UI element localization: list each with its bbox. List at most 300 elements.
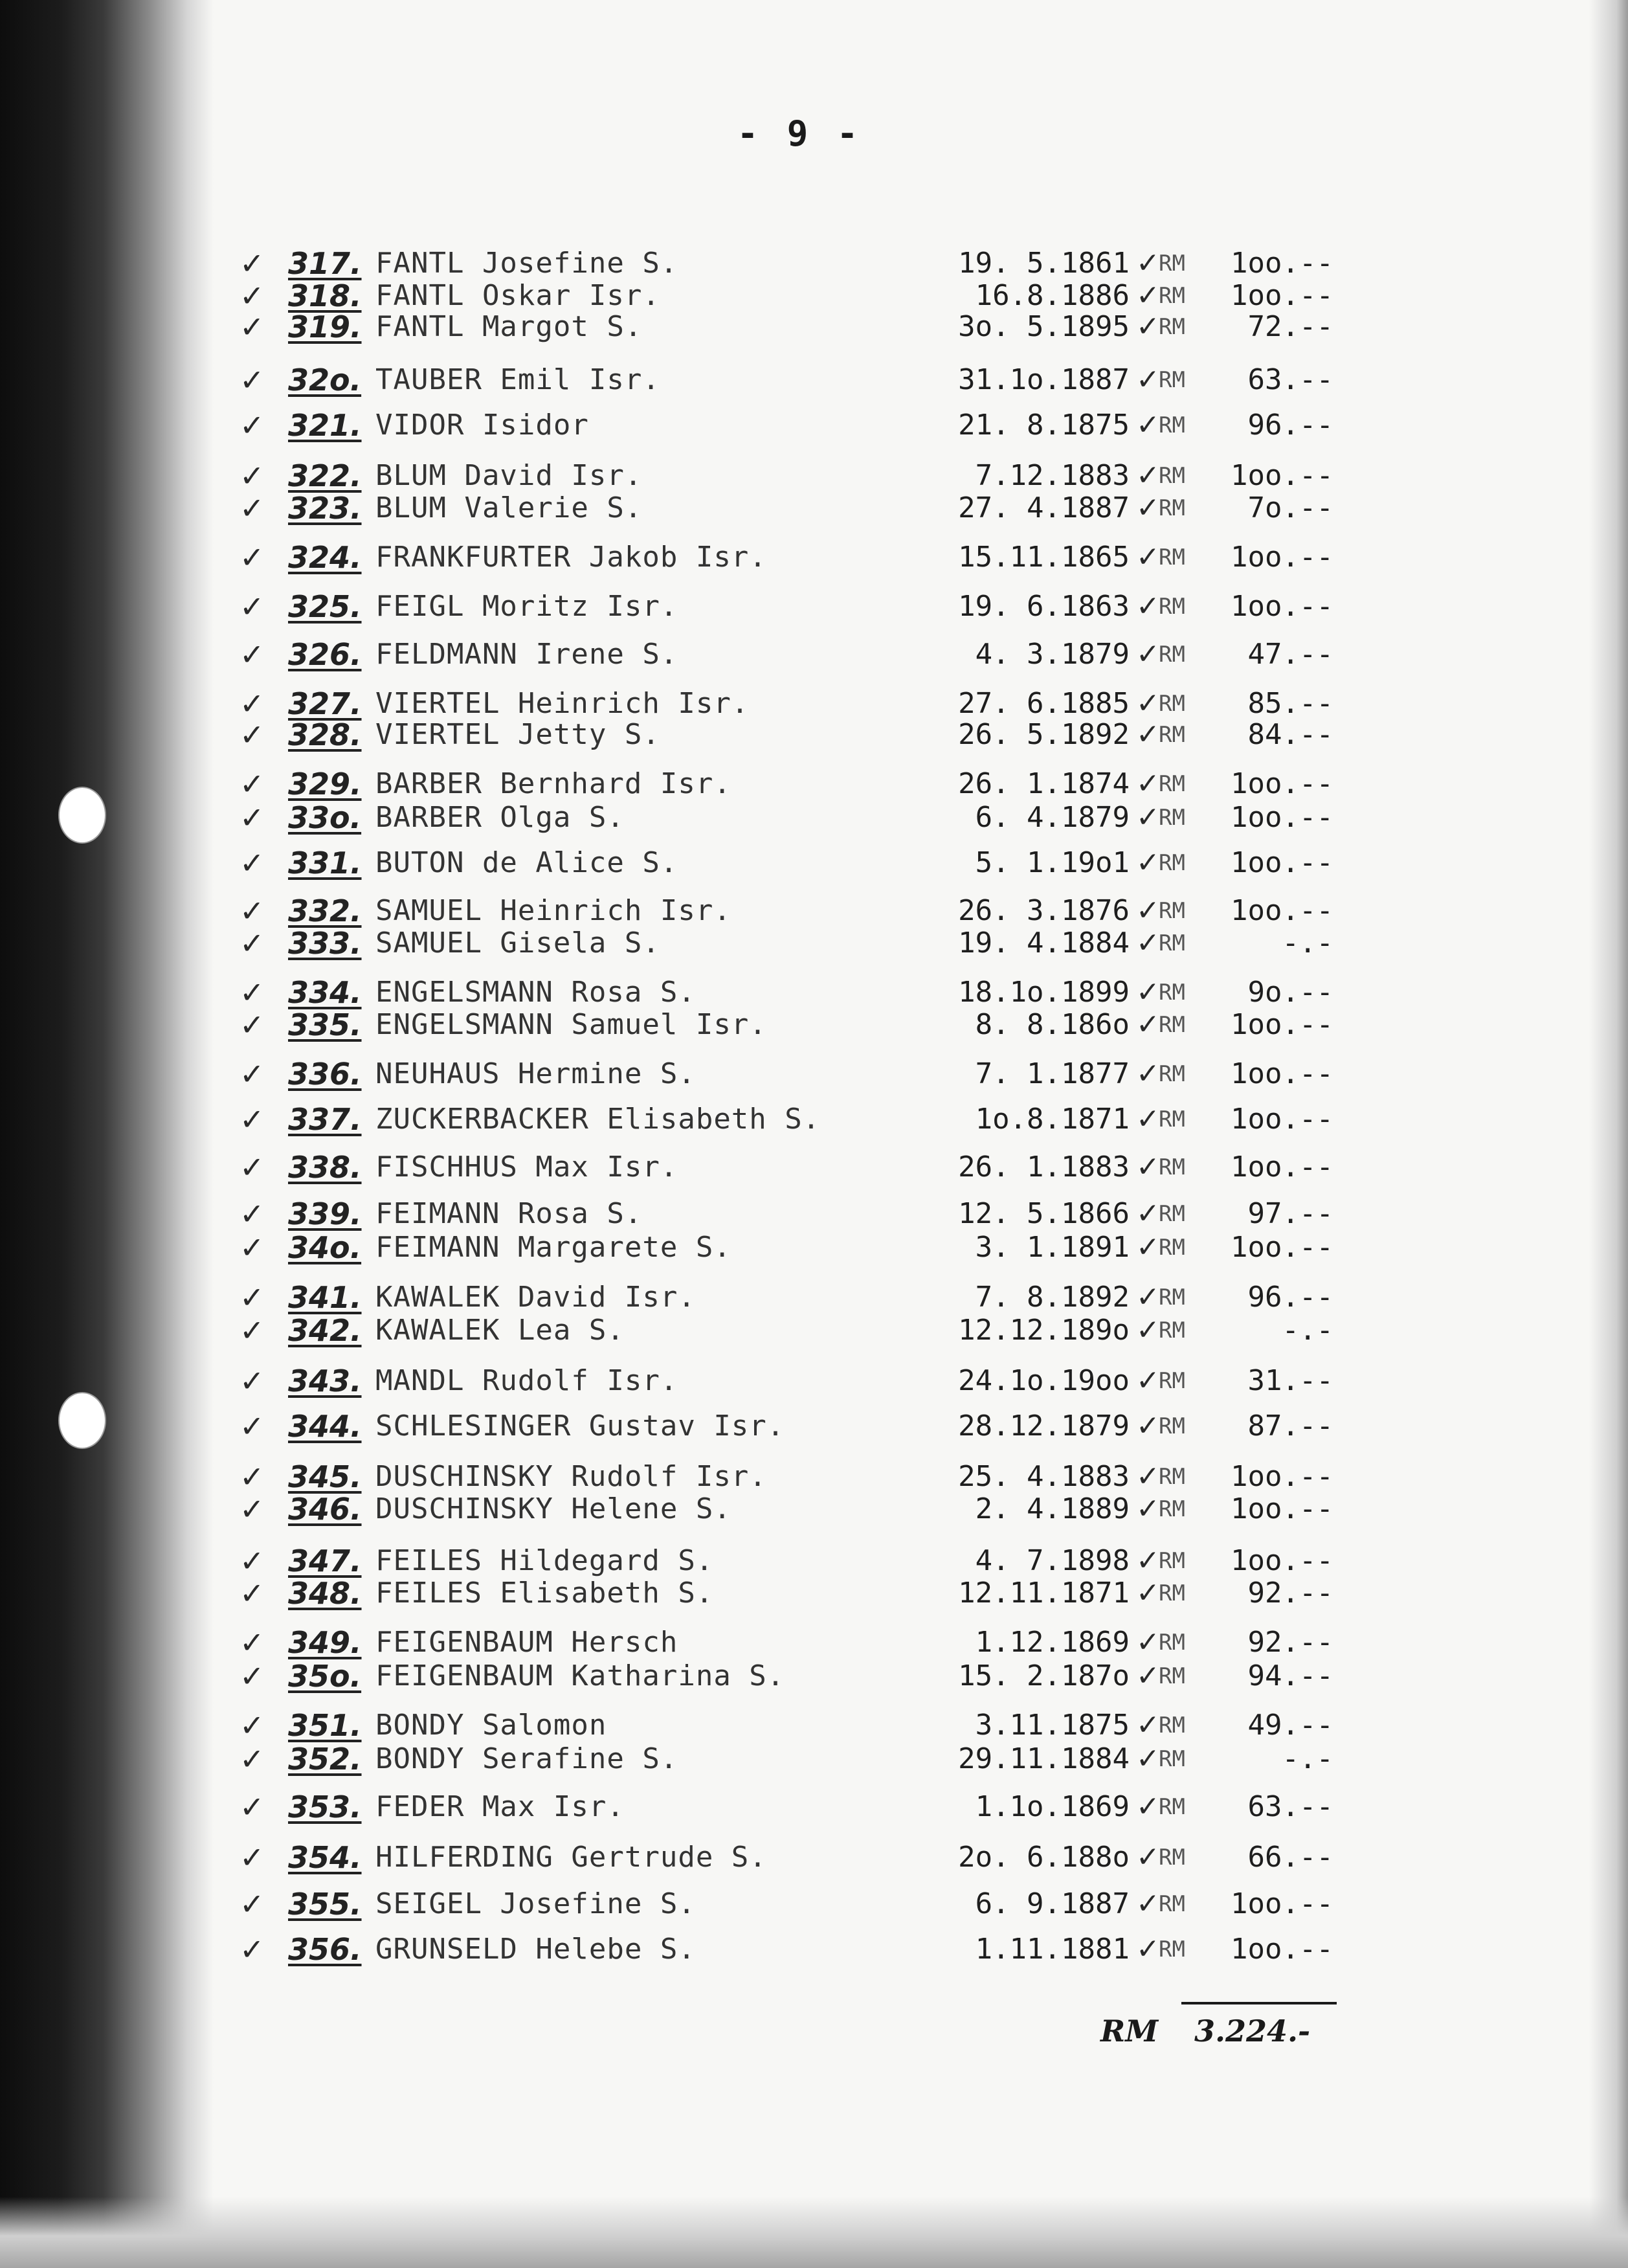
entry-row [0, 361, 1628, 399]
entry-currency: RM [1159, 980, 1185, 1005]
entry-name: DUSCHINSKY Rudolf Isr. [375, 1460, 767, 1493]
entry-currency: RM [1159, 805, 1185, 831]
check-mark-icon: ✓ [240, 363, 265, 398]
entry-birth-date: 19. 4.1884 [958, 926, 1130, 960]
entry-currency: RM [1159, 898, 1185, 924]
entry-amount: 1oo.-- [1231, 1544, 1333, 1577]
check-mark-icon: ✓ [240, 458, 265, 493]
entry-name: FELDMANN Irene S. [375, 638, 678, 671]
entry-birth-date: 1o.8.1871 [975, 1103, 1130, 1136]
entry-name: SAMUEL Gisela S. [375, 926, 660, 960]
entry-row [0, 1312, 1628, 1349]
entry-number: 342. [288, 1313, 362, 1348]
check-mark-icon: ✓ [1136, 409, 1160, 442]
entry-birth-date: 7.12.1883 [975, 459, 1130, 492]
entry-amount: 72.-- [1247, 310, 1333, 343]
entry-number: 324. [288, 540, 362, 575]
entry-row [0, 1657, 1628, 1695]
entry-amount: 47.-- [1247, 638, 1333, 671]
check-mark-icon: ✓ [1136, 247, 1160, 280]
check-mark-icon: ✓ [1136, 976, 1160, 1009]
entry-currency: RM [1159, 1368, 1185, 1394]
check-mark-icon: ✓ [1136, 1231, 1160, 1264]
check-mark-icon: ✓ [1136, 279, 1160, 312]
entry-amount: 1oo.-- [1231, 1460, 1333, 1493]
entry-currency: RM [1159, 545, 1185, 570]
entry-amount: 92.-- [1247, 1626, 1333, 1659]
check-mark-icon: ✓ [240, 767, 265, 802]
entry-amount: 1oo.-- [1231, 1057, 1333, 1090]
entry-currency: RM [1159, 463, 1185, 489]
check-mark-icon: ✓ [240, 846, 265, 881]
check-mark-icon: ✓ [1136, 687, 1160, 720]
check-mark-icon: ✓ [240, 1840, 265, 1875]
check-mark-icon: ✓ [1136, 1659, 1160, 1692]
entry-birth-date: 4. 7.1898 [975, 1544, 1130, 1577]
entry-number: 353. [288, 1790, 362, 1825]
check-mark-icon: ✓ [1136, 1364, 1160, 1397]
entry-amount: 7o.-- [1247, 491, 1333, 524]
total-currency: RM [1100, 2014, 1159, 2049]
check-mark-icon: ✓ [1136, 1933, 1160, 1966]
check-mark-icon: ✓ [240, 686, 265, 721]
check-mark-icon: ✓ [240, 1625, 265, 1660]
entry-birth-date: 3.11.1875 [975, 1709, 1130, 1742]
entry-number: 341. [288, 1280, 362, 1315]
check-mark-icon: ✓ [1136, 459, 1160, 492]
entry-currency: RM [1159, 1285, 1185, 1310]
sum-underline [1181, 2002, 1337, 2004]
entry-name: SEIGEL Josefine S. [375, 1887, 696, 1920]
check-mark-icon: ✓ [1136, 638, 1160, 671]
entry-name: KAWALEK Lea S. [375, 1314, 625, 1347]
entry-row [0, 1055, 1628, 1093]
check-mark-icon: ✓ [240, 1492, 265, 1527]
check-mark-icon: ✓ [240, 926, 265, 961]
entry-number: 351. [288, 1708, 362, 1743]
entry-number: 331. [288, 846, 362, 881]
entry-amount: 31.-- [1247, 1364, 1333, 1397]
entry-birth-date: 27. 4.1887 [958, 491, 1130, 524]
entry-birth-date: 26. 1.1874 [958, 767, 1130, 800]
entry-amount: 92.-- [1247, 1577, 1333, 1610]
entry-currency: RM [1159, 495, 1185, 521]
entry-currency: RM [1159, 1663, 1185, 1689]
check-mark-icon: ✓ [1136, 718, 1160, 751]
entry-birth-date: 15.11.1865 [958, 541, 1130, 574]
entry-name: FEIGENBAUM Katharina S. [375, 1659, 785, 1692]
entry-name: ENGELSMANN Samuel Isr. [375, 1008, 767, 1041]
entry-row [0, 308, 1628, 346]
entry-amount: 63.-- [1247, 1790, 1333, 1823]
check-mark-icon: ✓ [1136, 590, 1160, 623]
entry-number: 345. [288, 1459, 362, 1494]
entry-currency: RM [1159, 1580, 1185, 1606]
entry-amount: 85.-- [1247, 687, 1333, 720]
entry-currency: RM [1159, 691, 1185, 717]
entry-birth-date: 12.11.1871 [958, 1577, 1130, 1610]
entry-currency: RM [1159, 1548, 1185, 1574]
entry-name: ENGELSMANN Rosa S. [375, 976, 696, 1009]
entry-currency: RM [1159, 722, 1185, 748]
entry-currency: RM [1159, 1746, 1185, 1772]
entry-name: BONDY Salomon [375, 1709, 607, 1742]
entry-amount: 87.-- [1247, 1409, 1333, 1443]
entry-row [0, 765, 1628, 803]
entry-birth-date: 28.12.1879 [958, 1409, 1130, 1443]
entry-name: FEILES Hildegard S. [375, 1544, 714, 1577]
entry-name: FANTL Oskar Isr. [375, 279, 660, 312]
entry-number: 334. [288, 975, 362, 1010]
entry-row [0, 407, 1628, 444]
entry-row [0, 1408, 1628, 1445]
entry-amount: 1oo.-- [1231, 590, 1333, 623]
entry-currency: RM [1159, 367, 1185, 393]
entry-amount: 1oo.-- [1231, 894, 1333, 927]
check-mark-icon: ✓ [240, 893, 265, 928]
entry-name: BARBER Bernhard Isr. [375, 767, 731, 800]
entry-birth-date: 3. 1.1891 [975, 1231, 1130, 1264]
entry-birth-date: 12. 5.1866 [958, 1197, 1130, 1230]
check-mark-icon: ✓ [240, 1102, 265, 1137]
entry-name: FEIGL Moritz Isr. [375, 590, 678, 623]
check-mark-icon: ✓ [240, 1887, 265, 1922]
entry-name: TAUBER Emil Isr. [375, 363, 660, 396]
entry-currency: RM [1159, 1235, 1185, 1261]
entry-name: MANDL Rudolf Isr. [375, 1364, 678, 1397]
entry-birth-date: 8. 8.186o [975, 1008, 1130, 1041]
entry-amount: 1oo.-- [1231, 279, 1333, 312]
check-mark-icon: ✓ [1136, 310, 1160, 343]
entry-amount: -.- [1282, 1314, 1333, 1347]
check-mark-icon: ✓ [240, 309, 265, 344]
entry-birth-date: 15. 2.187o [958, 1659, 1130, 1692]
entry-row [0, 1885, 1628, 1923]
check-mark-icon: ✓ [240, 1790, 265, 1825]
entry-amount: 1oo.-- [1231, 846, 1333, 879]
entry-amount: 66.-- [1247, 1841, 1333, 1874]
entry-name: SCHLESINGER Gustav Isr. [375, 1409, 785, 1443]
entry-number: 344. [288, 1409, 362, 1444]
entry-name: FEDER Max Isr. [375, 1790, 625, 1823]
entry-number: 322. [288, 458, 362, 493]
entry-name: ZUCKERBACKER Elisabeth S. [375, 1103, 821, 1136]
entry-name: FANTL Josefine S. [375, 247, 678, 280]
entry-row [0, 925, 1628, 962]
total-amount: 3.224.- [1194, 2014, 1311, 2049]
entry-row [0, 1839, 1628, 1876]
check-mark-icon: ✓ [240, 975, 265, 1010]
entry-number: 332. [288, 893, 362, 928]
check-mark-icon: ✓ [240, 1313, 265, 1348]
entry-currency: RM [1159, 1630, 1185, 1656]
entry-amount: 49.-- [1247, 1709, 1333, 1742]
entry-name: FEIMANN Margarete S. [375, 1231, 731, 1264]
entry-row [0, 1279, 1628, 1316]
entry-currency: RM [1159, 1413, 1185, 1439]
check-mark-icon: ✓ [1136, 1197, 1160, 1230]
check-mark-icon: ✓ [1136, 1460, 1160, 1493]
entry-birth-date: 24.1o.19oo [958, 1364, 1130, 1397]
check-mark-icon: ✓ [240, 408, 265, 443]
entry-name: FEILES Elisabeth S. [375, 1577, 714, 1610]
entry-row [0, 1149, 1628, 1186]
check-mark-icon: ✓ [1136, 767, 1160, 800]
entry-amount: 1oo.-- [1231, 1887, 1333, 1920]
entry-number: 339. [288, 1196, 362, 1231]
entry-number: 34o. [288, 1230, 362, 1265]
check-mark-icon: ✓ [240, 1459, 265, 1494]
entry-row [0, 1624, 1628, 1661]
entry-row [0, 1931, 1628, 1968]
entry-name: VIDOR Isidor [375, 409, 589, 442]
entry-currency: RM [1159, 1154, 1185, 1180]
entry-name: VIERTEL Heinrich Isr. [375, 687, 750, 720]
entry-birth-date: 18.1o.1899 [958, 976, 1130, 1009]
entry-amount: 96.-- [1247, 409, 1333, 442]
entry-currency: RM [1159, 1106, 1185, 1132]
entry-name: VIERTEL Jetty S. [375, 718, 660, 751]
entry-row [0, 716, 1628, 754]
entry-number: 346. [288, 1492, 362, 1527]
entry-currency: RM [1159, 1891, 1185, 1917]
entry-amount: 1oo.-- [1231, 1103, 1333, 1136]
entry-row [0, 1575, 1628, 1612]
entry-number: 333. [288, 926, 362, 961]
entry-currency: RM [1159, 1318, 1185, 1343]
entry-currency: RM [1159, 1496, 1185, 1522]
entry-name: SAMUEL Heinrich Isr. [375, 894, 731, 927]
entry-row [0, 1362, 1628, 1400]
entry-birth-date: 21. 8.1875 [958, 409, 1130, 442]
entry-row [0, 844, 1628, 882]
entry-currency: RM [1159, 283, 1185, 309]
entry-number: 318. [288, 278, 362, 313]
page-number: - 9 - [737, 113, 862, 154]
entry-name: KAWALEK David Isr. [375, 1281, 696, 1314]
entry-amount: 9o.-- [1247, 976, 1333, 1009]
check-mark-icon: ✓ [1136, 894, 1160, 927]
entry-currency: RM [1159, 1937, 1185, 1962]
entry-amount: 97.-- [1247, 1197, 1333, 1230]
entry-birth-date: 1.11.1881 [975, 1933, 1130, 1966]
entry-currency: RM [1159, 642, 1185, 668]
entry-birth-date: 31.1o.1887 [958, 363, 1130, 396]
entry-birth-date: 1.12.1869 [975, 1626, 1130, 1659]
check-mark-icon: ✓ [1136, 1742, 1160, 1775]
entry-number: 347. [288, 1544, 362, 1578]
entry-birth-date: 6. 9.1887 [975, 1887, 1130, 1920]
entry-row [0, 636, 1628, 673]
entry-number: 326. [288, 637, 362, 672]
entry-name: FRANKFURTER Jakob Isr. [375, 541, 767, 574]
entry-number: 328. [288, 717, 362, 752]
entry-number: 354. [288, 1840, 362, 1875]
check-mark-icon: ✓ [240, 278, 265, 313]
entry-number: 352. [288, 1742, 362, 1777]
entry-currency: RM [1159, 1464, 1185, 1490]
entry-currency: RM [1159, 251, 1185, 276]
check-mark-icon: ✓ [1136, 1008, 1160, 1041]
entry-currency: RM [1159, 314, 1185, 340]
entry-number: 33o. [288, 800, 362, 835]
entry-number: 325. [288, 589, 362, 624]
entry-currency: RM [1159, 771, 1185, 797]
check-mark-icon: ✓ [1136, 926, 1160, 960]
check-mark-icon: ✓ [240, 1057, 265, 1092]
entry-amount: 1oo.-- [1231, 1933, 1333, 1966]
entry-amount: 94.-- [1247, 1659, 1333, 1692]
check-mark-icon: ✓ [1136, 1314, 1160, 1347]
check-mark-icon: ✓ [240, 1280, 265, 1315]
entry-amount: -.- [1282, 926, 1333, 960]
entry-name: FEIMANN Rosa S. [375, 1197, 643, 1230]
check-mark-icon: ✓ [1136, 1103, 1160, 1136]
entry-birth-date: 26. 5.1892 [958, 718, 1130, 751]
entry-name: FISCHHUS Max Isr. [375, 1151, 678, 1184]
entry-birth-date: 7. 1.1877 [975, 1057, 1130, 1090]
entry-amount: 1oo.-- [1231, 1231, 1333, 1264]
check-mark-icon: ✓ [240, 637, 265, 672]
entry-number: 337. [288, 1102, 362, 1137]
entry-number: 343. [288, 1364, 362, 1398]
entry-amount: 1oo.-- [1231, 541, 1333, 574]
entry-row [0, 1006, 1628, 1044]
entry-row [0, 1229, 1628, 1266]
check-mark-icon: ✓ [1136, 1887, 1160, 1920]
entry-name: GRUNSELD Helebe S. [375, 1933, 696, 1966]
entry-number: 317. [288, 246, 362, 281]
check-mark-icon: ✓ [240, 1196, 265, 1231]
entry-birth-date: 27. 6.1885 [958, 687, 1130, 720]
check-mark-icon: ✓ [1136, 1790, 1160, 1823]
entry-amount: 96.-- [1247, 1281, 1333, 1314]
entry-amount: 1oo.-- [1231, 1151, 1333, 1184]
entry-number: 321. [288, 408, 362, 443]
entry-amount: 1oo.-- [1231, 247, 1333, 280]
entry-amount: 1oo.-- [1231, 459, 1333, 492]
entry-number: 323. [288, 491, 362, 526]
check-mark-icon: ✓ [1136, 1281, 1160, 1314]
entry-birth-date: 19. 5.1861 [958, 247, 1130, 280]
entry-amount: 63.-- [1247, 363, 1333, 396]
entry-currency: RM [1159, 930, 1185, 956]
entry-number: 348. [288, 1576, 362, 1611]
entry-row [0, 1740, 1628, 1778]
entry-row [0, 1788, 1628, 1826]
check-mark-icon: ✓ [1136, 491, 1160, 524]
entry-name: BLUM David Isr. [375, 459, 643, 492]
entry-name: FEIGENBAUM Hersch [375, 1626, 678, 1659]
entry-birth-date: 6. 4.1879 [975, 801, 1130, 834]
check-mark-icon: ✓ [240, 1007, 265, 1042]
check-mark-icon: ✓ [1136, 801, 1160, 834]
entry-birth-date: 12.12.189o [958, 1314, 1130, 1347]
check-mark-icon: ✓ [1136, 1577, 1160, 1610]
entry-currency: RM [1159, 594, 1185, 620]
check-mark-icon: ✓ [1136, 846, 1160, 879]
check-mark-icon: ✓ [1136, 1492, 1160, 1525]
entry-birth-date: 1.1o.1869 [975, 1790, 1130, 1823]
check-mark-icon: ✓ [1136, 541, 1160, 574]
entry-number: 327. [288, 686, 362, 721]
entry-currency: RM [1159, 1712, 1185, 1738]
entry-amount: 1oo.-- [1231, 1008, 1333, 1041]
entry-number: 335. [288, 1007, 362, 1042]
check-mark-icon: ✓ [240, 540, 265, 575]
entry-birth-date: 16.8.1886 [975, 279, 1130, 312]
entry-row [0, 588, 1628, 625]
entry-number: 35o. [288, 1659, 362, 1694]
entry-birth-date: 2o. 6.188o [958, 1841, 1130, 1874]
check-mark-icon: ✓ [240, 1708, 265, 1743]
entry-row [0, 1195, 1628, 1233]
entry-row [0, 1490, 1628, 1528]
entry-birth-date: 25. 4.1883 [958, 1460, 1130, 1493]
entry-name: BUTON de Alice S. [375, 846, 678, 879]
check-mark-icon: ✓ [1136, 1409, 1160, 1443]
entry-amount: 84.-- [1247, 718, 1333, 751]
entry-row [0, 489, 1628, 527]
check-mark-icon: ✓ [240, 1742, 265, 1777]
entry-name: BONDY Serafine S. [375, 1742, 678, 1775]
check-mark-icon: ✓ [1136, 1841, 1160, 1874]
entry-amount: 1oo.-- [1231, 1492, 1333, 1525]
entry-birth-date: 2. 4.1889 [975, 1492, 1130, 1525]
entry-row [0, 1101, 1628, 1138]
entry-name: NEUHAUS Hermine S. [375, 1057, 696, 1090]
entry-number: 319. [288, 309, 362, 344]
check-mark-icon: ✓ [240, 1576, 265, 1611]
check-mark-icon: ✓ [1136, 1626, 1160, 1659]
entry-birth-date: 4. 3.1879 [975, 638, 1130, 671]
entry-currency: RM [1159, 1201, 1185, 1227]
check-mark-icon: ✓ [1136, 1709, 1160, 1742]
entry-amount: 1oo.-- [1231, 801, 1333, 834]
entry-birth-date: 26. 3.1876 [958, 894, 1130, 927]
entry-row [0, 799, 1628, 836]
entry-name: HILFERDING Gertrude S. [375, 1841, 767, 1874]
entry-number: 356. [288, 1932, 362, 1967]
entry-number: 32o. [288, 363, 362, 398]
entry-birth-date: 7. 8.1892 [975, 1281, 1130, 1314]
entry-name: BLUM Valerie S. [375, 491, 643, 524]
check-mark-icon: ✓ [240, 800, 265, 835]
check-mark-icon: ✓ [240, 717, 265, 752]
entry-number: 329. [288, 767, 362, 802]
page-edge-bottom [0, 2197, 1628, 2268]
entry-currency: RM [1159, 1845, 1185, 1870]
check-mark-icon: ✓ [240, 1364, 265, 1398]
check-mark-icon: ✓ [1136, 1057, 1160, 1090]
check-mark-icon: ✓ [1136, 1151, 1160, 1184]
entry-amount: 1oo.-- [1231, 767, 1333, 800]
check-mark-icon: ✓ [240, 1659, 265, 1694]
entry-amount: -.- [1282, 1742, 1333, 1775]
entry-currency: RM [1159, 850, 1185, 876]
entry-birth-date: 5. 1.19o1 [975, 846, 1130, 879]
check-mark-icon: ✓ [240, 1230, 265, 1265]
check-mark-icon: ✓ [240, 1544, 265, 1578]
check-mark-icon: ✓ [240, 1150, 265, 1185]
check-mark-icon: ✓ [240, 246, 265, 281]
entry-name: FANTL Margot S. [375, 310, 643, 343]
entry-birth-date: 29.11.1884 [958, 1742, 1130, 1775]
entry-currency: RM [1159, 1794, 1185, 1820]
entry-birth-date: 3o. 5.1895 [958, 310, 1130, 343]
check-mark-icon: ✓ [1136, 363, 1160, 396]
entry-number: 355. [288, 1887, 362, 1922]
